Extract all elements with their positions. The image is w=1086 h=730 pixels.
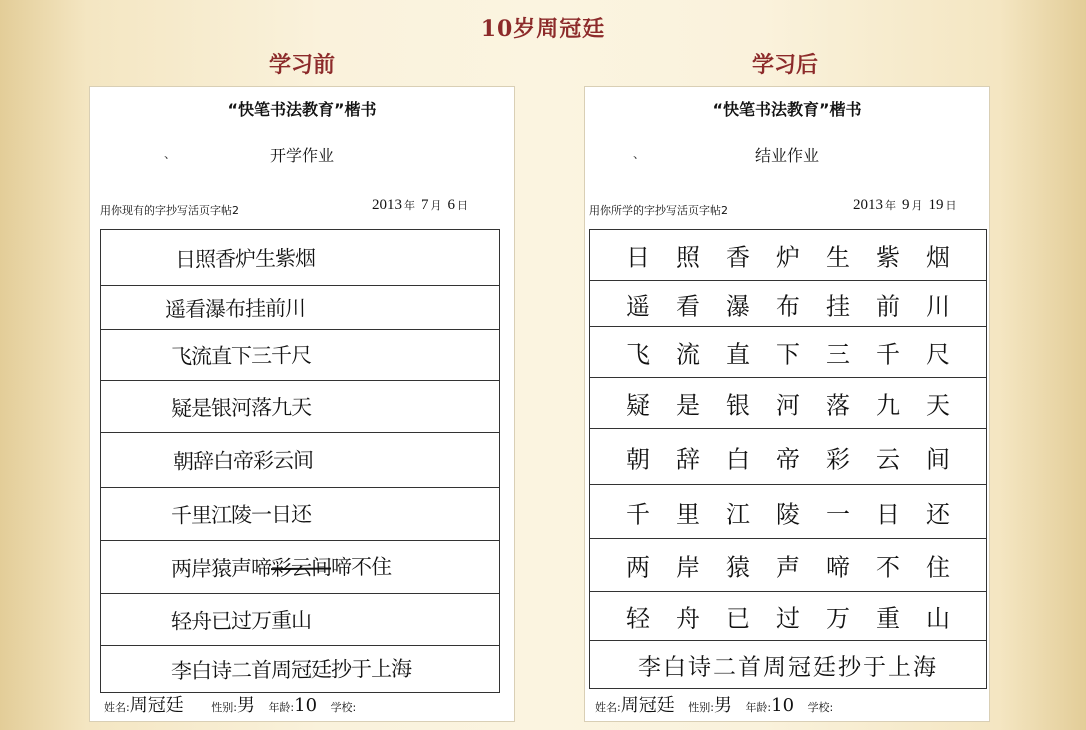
line-text-start: 两岸猿声啼 [170,556,272,582]
grid-row [590,326,986,377]
grid-row [101,487,499,540]
after-worksheet [584,86,990,722]
gender-label: 性别: [688,701,714,714]
date-year: 2013 [372,197,402,213]
grid-row [590,484,986,538]
line-text-tail: 啼不住 [330,554,392,580]
date-month-label: 月 [430,199,442,212]
handwritten-line: 疑是银河落九天 [170,394,312,421]
student-gender: 男 [236,695,255,716]
handwritten-line: 两岸猿声啼不住 [626,553,976,582]
handwritten-line: 李白诗二首周冠廷抄于上海 [638,654,938,680]
student-info [595,691,833,717]
handwritten-line: 日照香炉生紫烟 [174,245,316,272]
handwritten-line [171,551,391,583]
worksheet-header: “快笔书法教育”楷书 [227,100,377,119]
grid-row [101,285,499,329]
student-age: 10 [771,695,795,716]
handwritten-line: 李白诗二首周冠廷抄于上海 [170,656,412,684]
student-info [104,691,356,717]
date-year-label: 年 [404,199,415,212]
school-label: 学校: [330,701,357,714]
student-gender: 男 [713,695,732,716]
grid-row [590,280,986,326]
before-worksheet [89,86,515,722]
handwritten-line: 飞流直下三千尺 [626,340,976,369]
grid-row [101,230,499,285]
school-label: 学校: [807,701,834,714]
handwritten-line: 飞流直下三千尺 [170,343,312,369]
grid-row [101,540,499,593]
writing-grid [589,229,987,689]
worksheet-instruction: 用你现有的字抄写活页字帖2 [100,204,239,217]
grid-row [101,329,499,380]
handwritten-line: 遥看瀑布挂前川 [164,295,306,322]
handwritten-line: 千里江陵一日还 [626,500,976,528]
student-name: 周冠廷 [620,695,675,716]
struck-text: 彩云间 [271,551,331,582]
handwritten-line: 遥看瀑布挂前川 [626,292,976,320]
name-label: 姓名: [595,701,621,714]
handwritten-line: 朝辞白帝彩云间 [172,448,314,474]
before-label: 学习前 [268,52,335,78]
stray-mark: 、 [633,147,646,161]
worksheet-date [372,197,474,214]
handwritten-line: 日照香炉生紫烟 [626,243,976,272]
handwritten-line: 朝辞白帝彩云间 [626,445,976,473]
worksheet-subtitle: 开学作业 [269,146,334,165]
name-label: 姓名: [104,701,130,714]
worksheet-date [853,197,963,214]
grid-row [590,591,986,640]
grid-row [101,645,499,692]
after-label: 学习后 [751,52,818,78]
date-year: 2013 [853,197,883,213]
grid-row [101,432,499,487]
worksheet-subtitle: 结业作业 [754,146,819,165]
handwritten-line: 轻舟已过万重山 [170,607,312,634]
student-age: 10 [294,695,318,716]
grid-row [590,377,986,428]
date-day: 19 [928,197,944,213]
grid-row [590,428,986,484]
date-year-label: 年 [885,199,896,212]
page-title: 10岁周冠廷 [480,16,606,42]
handwritten-line: 轻舟已过万重山 [626,604,976,633]
handwritten-line: 疑是银河落九天 [626,391,976,420]
stray-mark: 、 [164,147,177,161]
age-label: 年龄: [268,701,295,714]
date-day: 6 [447,197,455,213]
writing-grid [100,229,500,693]
grid-row [590,538,986,591]
date-day-label: 日 [457,199,468,212]
age-label: 年龄: [745,701,772,714]
worksheet-instruction: 用你所学的字抄写活页字帖2 [589,204,728,217]
gender-label: 性别: [211,701,237,714]
grid-row [590,640,986,688]
handwritten-line: 千里江陵一日还 [170,502,312,528]
grid-row [590,230,986,280]
date-month: 9 [902,197,910,213]
grid-row [101,593,499,645]
worksheet-header: “快笔书法教育”楷书 [712,100,862,119]
student-name: 周冠廷 [129,695,184,716]
date-month: 7 [421,197,429,213]
date-month-label: 月 [911,199,923,212]
date-day-label: 日 [945,199,957,212]
grid-row [101,380,499,432]
